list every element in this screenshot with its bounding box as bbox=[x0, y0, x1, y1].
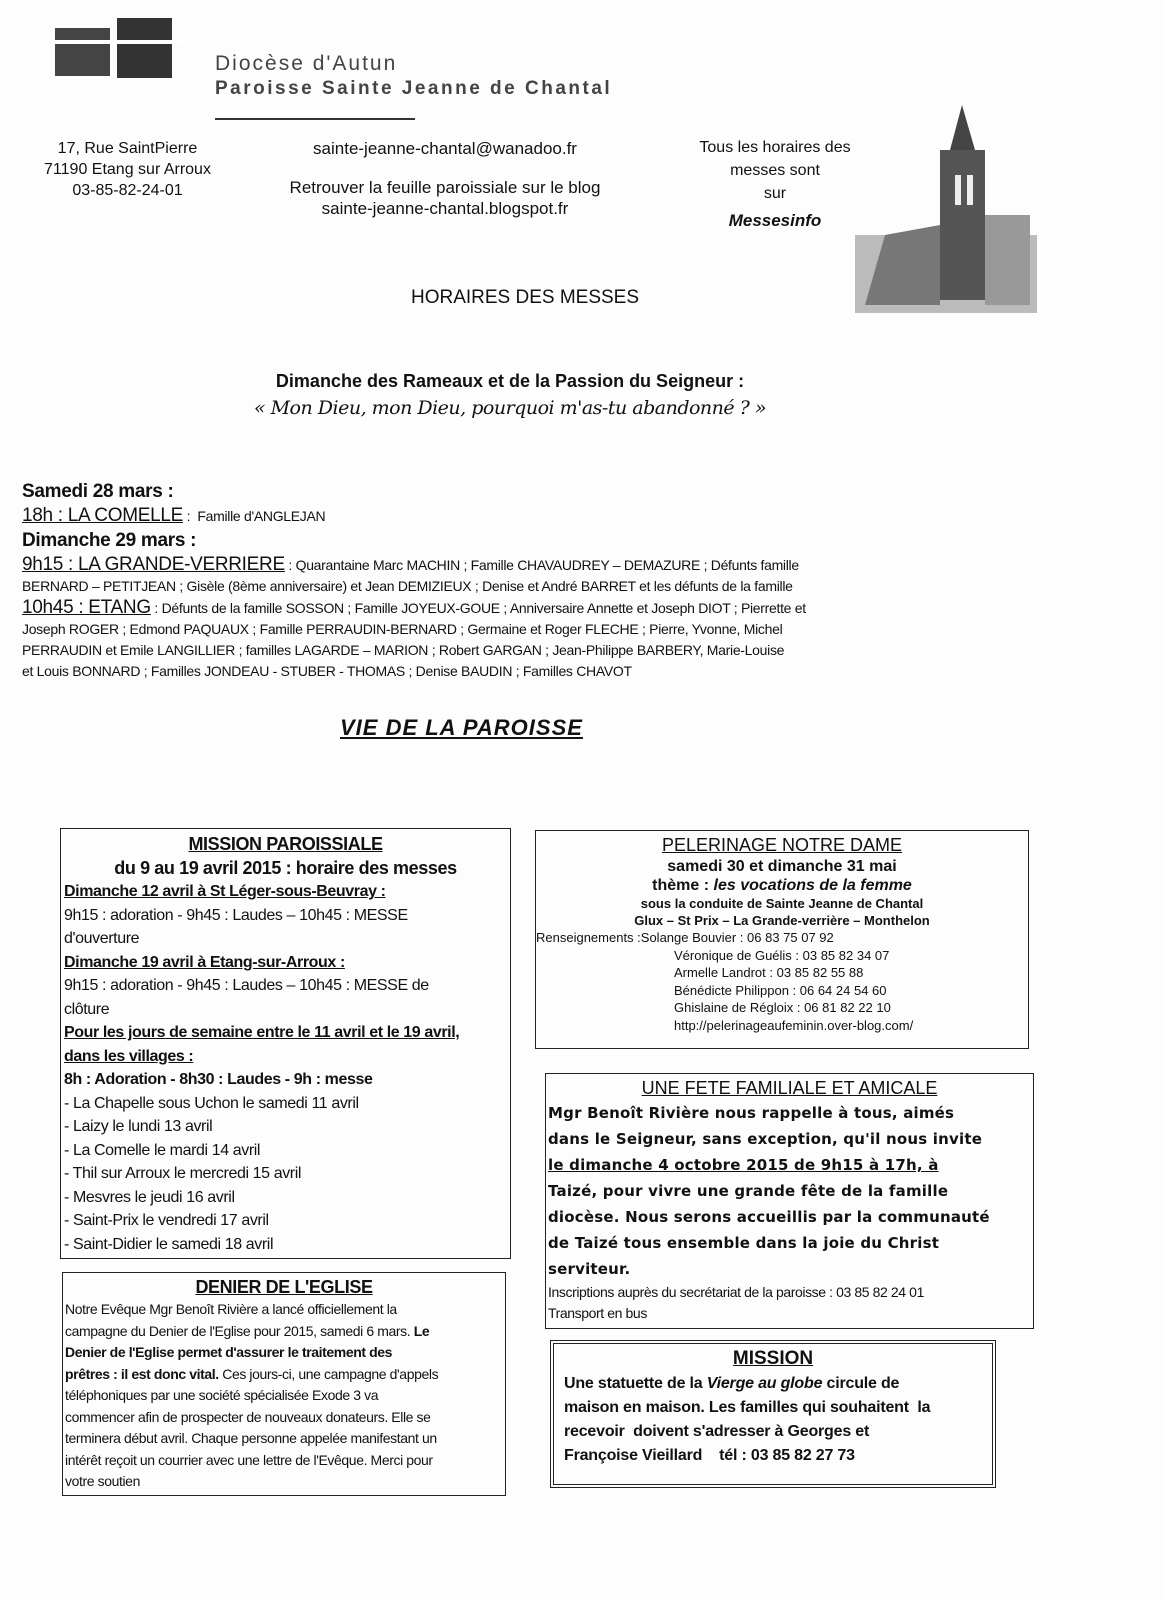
box-title: MISSION bbox=[732, 1348, 814, 1369]
parish-address bbox=[20, 138, 235, 201]
box-text: sous la conduite de Sainte Jeanne de Chantal bbox=[640, 896, 924, 911]
box-title: UNE FETE FAMILIALE ET AMICALE bbox=[641, 1078, 938, 1098]
contact: Armelle Landrot : 03 85 82 55 88 bbox=[674, 965, 864, 980]
vie-paroisse-title: VIE DE LA PAROISSE bbox=[340, 715, 583, 740]
box-text: terminera début avril. Chaque personne appelée manifestant un bbox=[65, 1430, 437, 1446]
box-text: 9h15 : adoration - 9h45 : Laudes – 10h45 : MESSE bbox=[64, 906, 408, 924]
village-item: - Laizy le lundi 13 avril bbox=[64, 1118, 213, 1135]
denier-box bbox=[62, 1272, 506, 1496]
box-text: Transport en bus bbox=[548, 1305, 647, 1321]
box-text: téléphoniques par une société spécialisée Exode 3 va bbox=[65, 1387, 379, 1403]
contact: Véronique de Guélis : 03 85 82 34 07 bbox=[674, 947, 890, 963]
note-line: messes sont bbox=[730, 162, 820, 179]
box-text: maison en maison. Les familles qui souhaitent la bbox=[564, 1399, 931, 1416]
contact: Ghislaine de Régloix : 06 81 82 22 10 bbox=[674, 1000, 891, 1015]
box-text: commencer afin de prospecter de nouveaux donateurs. Elle se bbox=[65, 1408, 431, 1425]
box-text: Notre Evêque Mgr Benoît Rivière a lancé officiellement la bbox=[65, 1301, 397, 1317]
box-text: recevoir doivent s'adresser à Georges et bbox=[564, 1423, 870, 1440]
box-text: circule de bbox=[826, 1375, 900, 1392]
theme: les vocations de la femme bbox=[713, 877, 912, 894]
box-text: Mgr Benoît Rivière nous rappelle à tous, aimés bbox=[548, 1104, 955, 1122]
feast-quote: « Mon Dieu, mon Dieu, pourquoi m'as-tu abandonné ? » bbox=[253, 397, 767, 419]
box-text: Ces jours-ci, une campagne d'appels bbox=[222, 1365, 439, 1382]
mass-intentions: PERRAUDIN et Emile LANGILLIER ; familles LAGARDE – MARION ; Robert GARGAN ; Jean-Philippe BARBERY, Marie-Louise bbox=[22, 642, 785, 658]
box-text: clôture bbox=[64, 1000, 110, 1018]
box-text: intérêt reçoit un courrier avec une lettre de l'Evêque. Merci pour bbox=[65, 1451, 433, 1468]
box-text: le dimanche 4 octobre 2015 de 9h15 à 17h, à bbox=[548, 1156, 939, 1174]
mission-paroissiale-box bbox=[60, 828, 511, 1259]
box-text: Vierge au globe bbox=[706, 1375, 823, 1392]
address-city: 71190 Etang sur Arroux bbox=[44, 161, 211, 178]
village-item: - Thil sur Arroux le mercredi 15 avril bbox=[64, 1165, 302, 1182]
box-text: de Taizé tous ensemble dans la joie du Christ bbox=[548, 1234, 940, 1252]
box-text: Denier de l'Eglise permet d'assurer le traitement des bbox=[65, 1344, 393, 1360]
village-item: - La Chapelle sous Uchon le samedi 11 avril bbox=[64, 1094, 359, 1112]
note-line: sur bbox=[763, 185, 787, 202]
mass-time: 10h45 : ETANG bbox=[22, 597, 151, 618]
website-link[interactable]: http://pelerinageaufeminin.over-blog.com/ bbox=[674, 1017, 914, 1033]
fete-box bbox=[545, 1073, 1034, 1329]
mass-intentions: Joseph ROGER ; Edmond PAQUAUX ; Famille PERRAUDIN-BERNARD ; Germaine et Roger FLECHE ; Pierre, Yvonne, Michel bbox=[22, 621, 783, 637]
mass-intentions: Famille d'ANGLEJAN bbox=[197, 508, 326, 524]
box-text: Glux – St Prix – La Grande-verrière – Monthelon bbox=[634, 913, 930, 928]
mass-intentions: et Louis BONNARD ; Familles JONDEAU - STUBER - THOMAS ; Denise BAUDIN ; Familles CHAVOT bbox=[22, 663, 632, 679]
box-text: Taizé, pour vivre une grande fête de la famille bbox=[548, 1182, 949, 1200]
village-item: - La Comelle le mardi 14 avril bbox=[64, 1141, 261, 1159]
box-text: diocèse. Nous serons accueillis par la communauté bbox=[548, 1208, 990, 1226]
box-text: Françoise Vieillard tél : 03 85 82 27 73 bbox=[564, 1447, 855, 1464]
mass-intentions: Défunts de la famille SOSSON ; Famille JOYEUX-GOUE ; Anniversaire Annette et Joseph DIOT ; Pierrette et bbox=[161, 600, 806, 616]
box-heading: dans les villages : bbox=[64, 1047, 194, 1065]
mass-time: 18h : LA COMELLE bbox=[22, 505, 184, 526]
box-title: MISSION PAROISSIALE bbox=[188, 834, 383, 854]
box-heading: Pour les jours de semaine entre le 11 avril et le 19 avril, bbox=[64, 1024, 460, 1041]
box-heading: Dimanche 12 avril à St Léger-sous-Beuvray : bbox=[64, 883, 386, 900]
mission-box bbox=[550, 1340, 996, 1488]
village-item: - Mesvres le jeudi 16 avril bbox=[64, 1188, 235, 1206]
pelerinage-box bbox=[535, 830, 1029, 1049]
saturday-heading: Samedi 28 mars bbox=[22, 481, 163, 502]
contact: Bénédicte Philippon : 06 64 24 54 60 bbox=[674, 982, 887, 998]
address-street: 17, Rue SaintPierre bbox=[57, 140, 198, 157]
phone: 03-85-82-24-01 bbox=[72, 182, 183, 199]
village-item: - Saint-Prix le vendredi 17 avril bbox=[64, 1212, 269, 1229]
sunday-heading: Dimanche 29 mars : bbox=[22, 530, 197, 551]
box-text: d'ouverture bbox=[64, 930, 140, 947]
box-title: PELERINAGE NOTRE DAME bbox=[661, 835, 903, 855]
note-line: Tous les horaires des bbox=[699, 139, 851, 156]
box-subtitle: du 9 au 19 avril 2015 : horaire des messes bbox=[114, 857, 457, 878]
box-text: campagne du Denier de l'Eglise pour 2015, samedi 6 mars. bbox=[65, 1322, 411, 1339]
box-text: Une statuette de la bbox=[564, 1375, 703, 1392]
church-image bbox=[855, 105, 1037, 313]
header-rule bbox=[215, 118, 415, 120]
theme-label: thème : bbox=[652, 877, 710, 894]
mass-intentions: BERNARD – PETITJEAN ; Gisèle (8ème anniversaire) et Jean DEMIZIEUX ; Denise et André BARRET et les défunts de la famille bbox=[22, 578, 793, 594]
parish-name: Paroisse Sainte Jeanne de Chantal bbox=[215, 78, 613, 99]
box-heading: Dimanche 19 avril à Etang-sur-Arroux : bbox=[64, 953, 345, 971]
mass-intentions: Quarantaine Marc MACHIN ; Famille CHAVAUDREY – DEMAZURE ; Défunts famille bbox=[295, 557, 799, 573]
section-title: HORAIRES DES MESSES bbox=[410, 287, 640, 308]
box-subtitle: samedi 30 et dimanche 31 mai bbox=[667, 858, 897, 875]
box-text: serviteur. bbox=[548, 1260, 631, 1278]
messesinfo-link[interactable]: Messesinfo bbox=[728, 211, 822, 230]
box-text: Le bbox=[413, 1322, 430, 1339]
box-text: prêtres : il est donc vital. bbox=[65, 1365, 219, 1382]
blog-text: Retrouver la feuille paroissiale sur le blog bbox=[289, 178, 601, 197]
contact: Renseignements :Solange Bouvier : 06 83 75 07 92 bbox=[536, 930, 834, 945]
village-item: - Saint-Didier le samedi 18 avril bbox=[64, 1235, 274, 1253]
box-text: 8h : Adoration - 8h30 : Laudes - 9h : messe bbox=[64, 1071, 373, 1088]
diocese-logo bbox=[55, 18, 185, 80]
box-text: Inscriptions auprès du secrétariat de la paroisse : 03 85 82 24 01 bbox=[548, 1284, 924, 1300]
box-text: 9h15 : adoration - 9h45 : Laudes – 10h45 : MESSE de bbox=[64, 977, 429, 994]
box-title: DENIER DE L'EGLISE bbox=[195, 1277, 373, 1297]
box-text: votre soutien bbox=[65, 1473, 140, 1489]
email-link[interactable]: sainte-jeanne-chantal@wanadoo.fr bbox=[313, 139, 577, 158]
diocese-name: Diocèse d'Autun bbox=[215, 52, 398, 75]
feast-title: Dimanche des Rameaux et de la Passion du Seigneur : bbox=[275, 371, 745, 391]
blog-link[interactable]: sainte-jeanne-chantal.blogspot.fr bbox=[321, 199, 569, 218]
mass-time: 9h15 : LA GRANDE-VERRIERE bbox=[22, 554, 285, 575]
parish-bulletin: Diocèse d'Autun Paroisse Sainte Jeanne de Chantal 17, Rue SaintPierre 71190 Etang sur Arroux 03-85-82-24-01 sainte-jeanne-chantal@wanadoo.fr Retrouver la feuille paroissiale sur le blog sainte-jeanne-chantal.blogspot.fr Tous les horaires des messes sont sur Messesinfo HORAIRES DES MESSES Dimanche des Rameaux et de la Passion du Seigneur : « Mon Dieu, mon Dieu, pourquoi m'as-tu abandonné ? » Samedi 28 mars : 18h : LA COMELLE : Famille d'ANGLEJAN Dimanche 29 mars : 9h15 : LA GRANDE-VERRIERE : Quarantaine Marc MACHIN ; Famille CHAVAUDREY – DEMAZURE ; Défunts famille BERNARD – PETITJEAN ; Gisèle (8ème anniversaire) et Jean DEMIZIEUX ; Denise et André BARRET et les défunts de la famille 10h45 : ETANG : Défunts de la famille SOSSON ; Famille JOYEUX-GOUE ; Anniversaire Annette et Joseph DIOT ; Pierrette et Joseph ROGER ; Edmond PAQUAUX ; Famille PERRAUDIN-BERNARD ; Germaine et Roger FLECHE ; Pierre, Yvonne, Michel PERRAUDIN et Emile LANGILLIER ; familles LAGARDE – MARION ; Robert GARGAN ; Jean-Philippe BARBERY, Marie-Louise et Louis BONNARD ; Familles JONDEAU - STUBER - THOMAS ; Denise BAUDIN ; Familles CHAVOT VIE DE LA PAROISSE MISSION PAROISSIALE du 9 au 19 avril 2015 : horaire des messes Dimanche 12 avril à St Léger-sous-Beuvray : 9h15 : adoration - 9h45 : Laudes – 10h45 : MESSE d'ouverture Dimanche 19 avril à Etang-sur-Arroux : 9h15 : adoration - 9h45 : Laudes – 10h45 : MESSE de clôture Pour les jours de semaine entre le 11 avril et le 19 avril, dans les villages : 8h : Adoration - 8h30 : Laudes - 9h : messe - La Chapelle sous Uchon le samedi 11 avril - Laizy le lundi 13 avril - La Comelle le mardi 14 avril - Thil sur Arroux le mercredi 15 avril - Mesvres le jeudi 16 avril - Saint-Prix le vendredi 17 avril - Saint-Didier le samedi 18 avril DENIER DE L'EGLISE Notre Evêque Mgr Benoît Rivière a lancé officiellement la campagne du Denier de l'Eglise pour 2015, samedi 6 mars. Le Denier de l'Eglise permet d'assurer le traitement des prêtres : il est donc vital. Ces jours-ci, une campagne d'appels téléphoniques par une société spécialisée Exode 3 va commencer afin de prospecter de nouveaux donateurs. Elle se terminera début avril. Chaque personne appelée manifestant un intérêt reçoit un courrier avec une lettre de l'Evêque. Merci pour votre soutien PELERINAGE NOTRE DAME samedi 30 et dimanche 31 mai thème : les vocations de la femme sous la conduite de Sainte Jeanne de Chantal Glux – St Prix – La Grande-verrière – Monthelon Renseignements :Solange Bouvier : 06 83 75 07 92 Véronique de Guélis : 03 85 82 34 07 Armelle Landrot : 03 85 82 55 88 Bénédicte Philippon : 06 64 24 54 60 Ghislaine de Régloix : 06 81 82 22 10 http://pelerinageaufeminin.over-blog.com/ UNE FETE FAMILIALE ET AMICALE Mgr Benoît Rivière nous rappelle à tous, aimés dans le Seigneur, sans exception, qu'il nous invite le dimanche 4 octobre 2015 de 9h15 à 17h, à Taizé, pour vivre une grande fête de la famille diocèse. Nous serons accueillis par la communauté de Taizé tous ensemble dans la joie du Christ serviteur. Inscriptions auprès du secrétariat de la paroisse : 03 85 82 24 01 Transport en bus MISSION Une statuette de la Vierge au globe circule de maison en maison. Les familles qui souhaitent la recevoir doivent s'adresser à Georges et Françoise Vieillard tél : 03 85 82 27 73 bbox=[0, 0, 1163, 1600]
box-text: dans le Seigneur, sans exception, qu'il nous invite bbox=[548, 1130, 983, 1148]
